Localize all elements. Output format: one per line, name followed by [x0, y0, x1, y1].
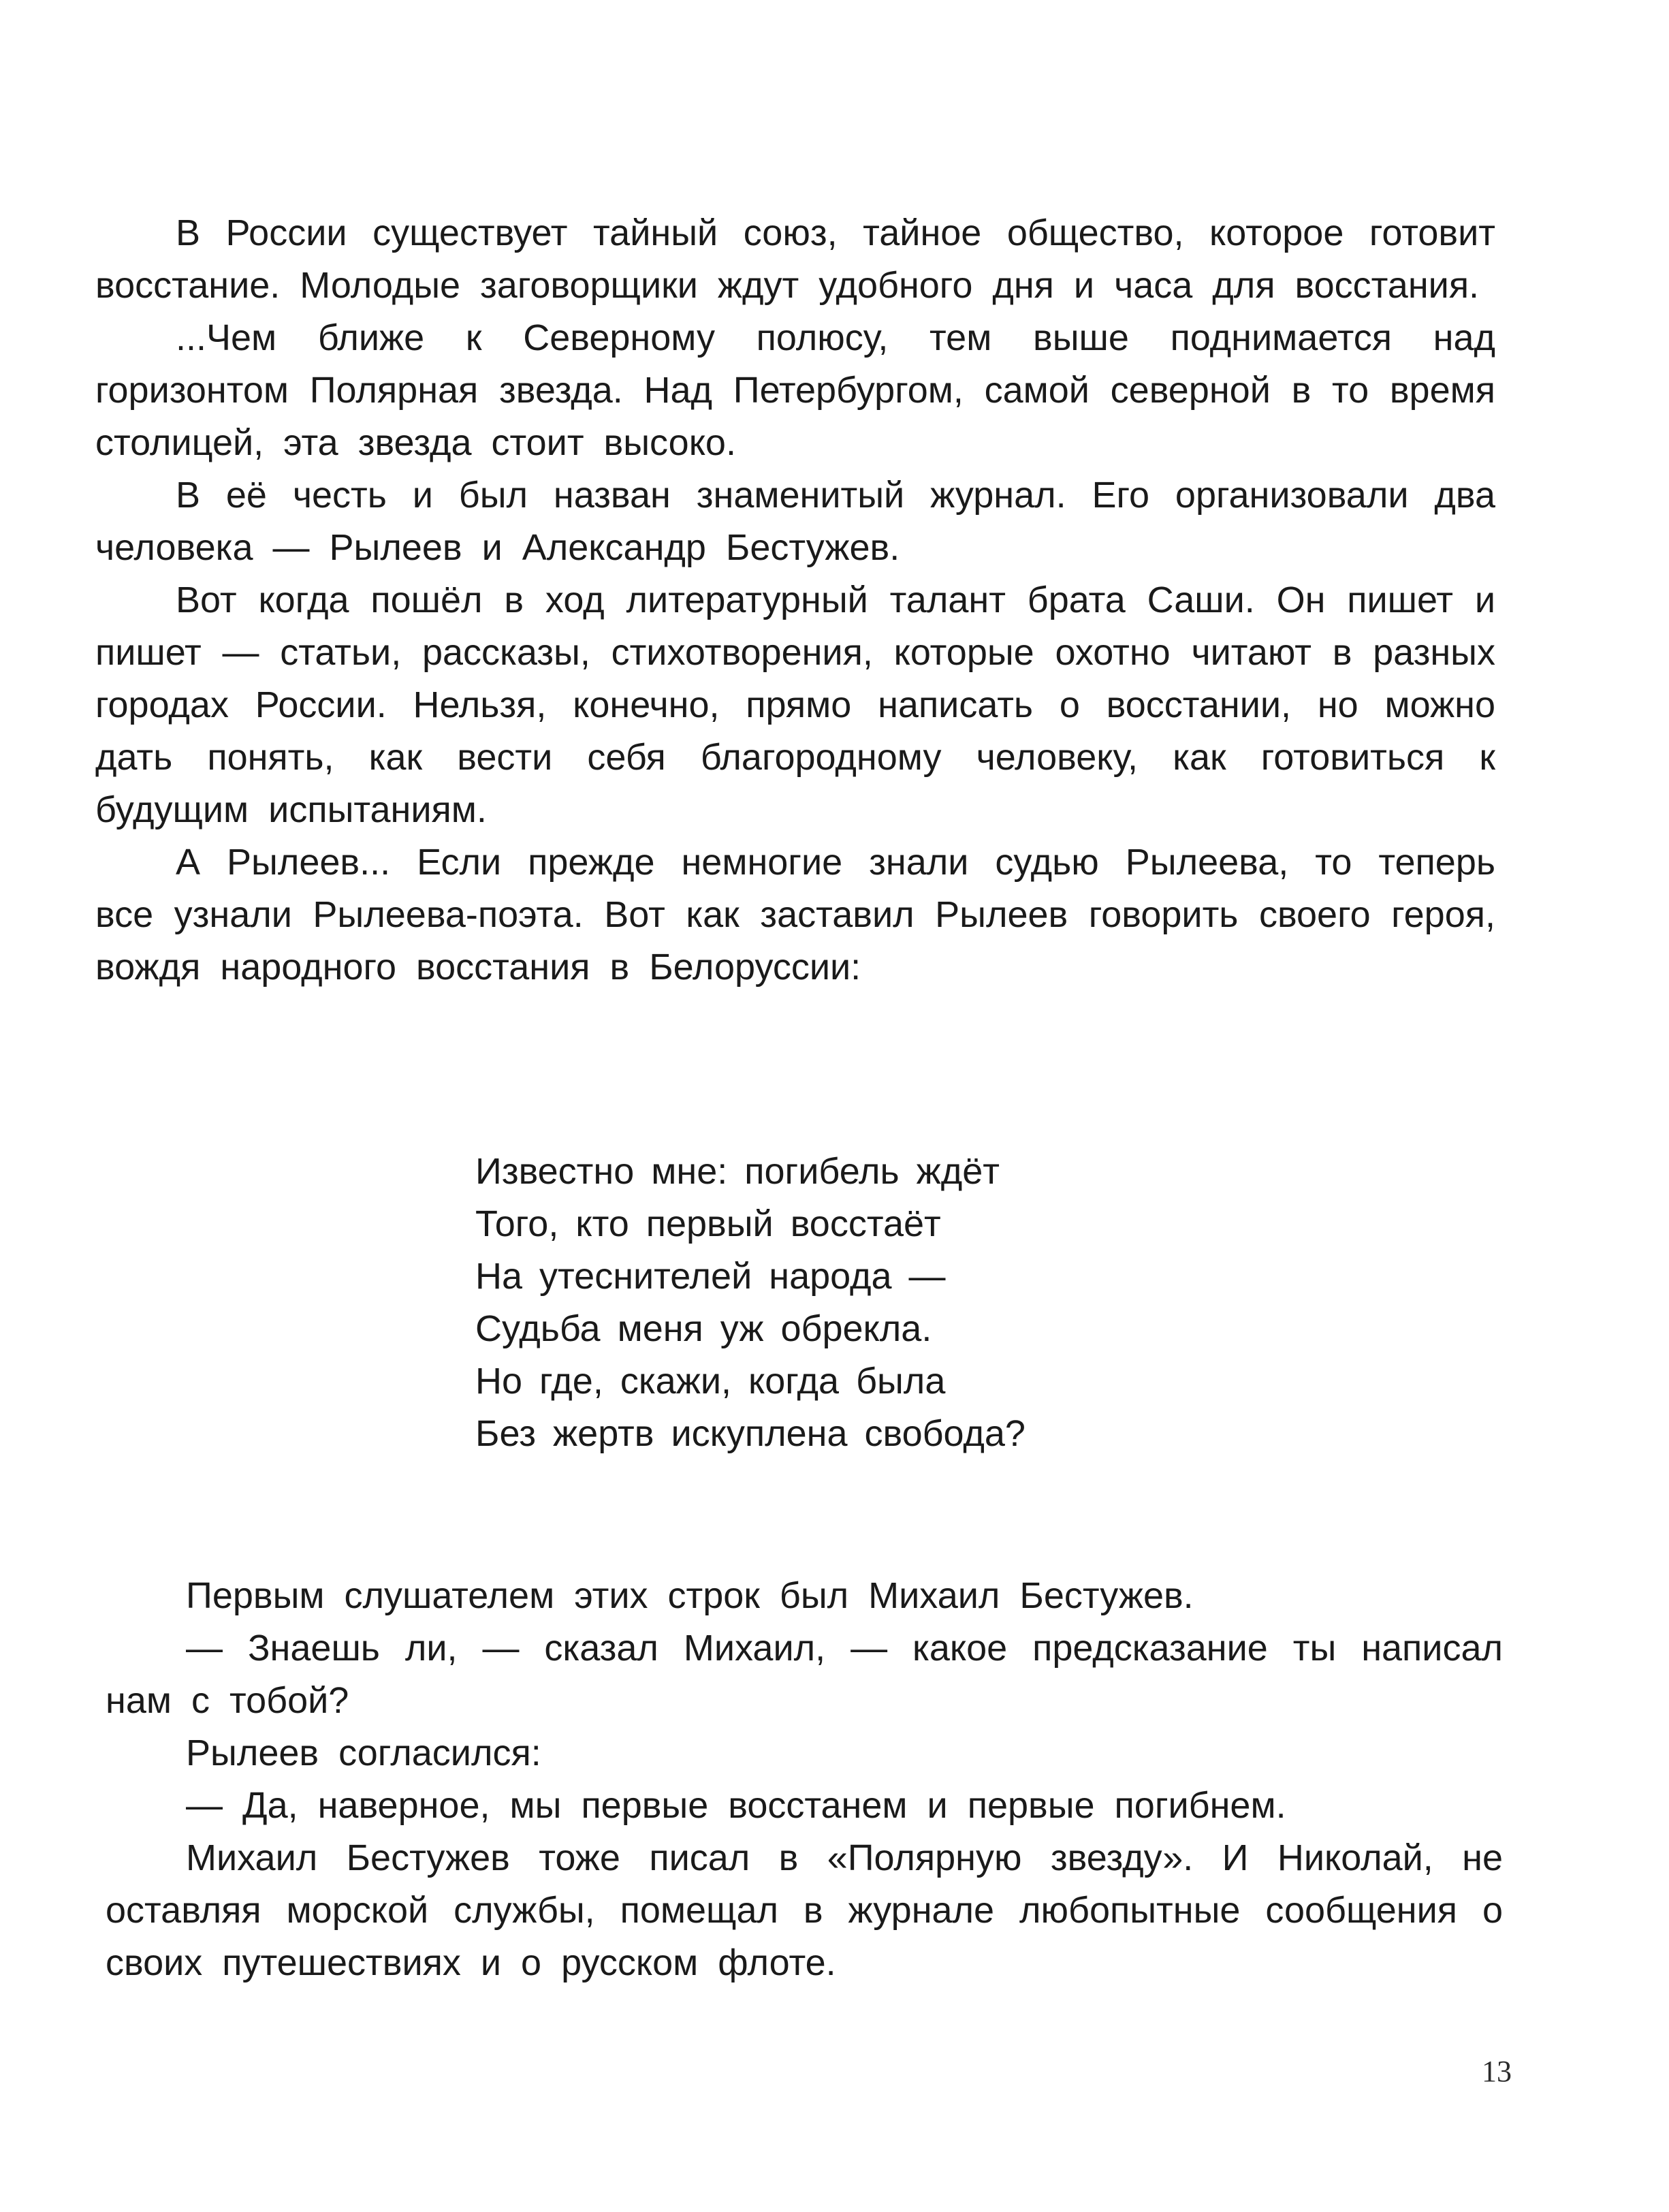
- paragraph: — Да, наверное, мы первые восстанем и первые погибнем.: [186, 1785, 1286, 1826]
- text-block-top: [95, 207, 1495, 994]
- poem-line: Того, кто первый восстаёт: [475, 1203, 941, 1244]
- poem-line: Судьба меня уж обрекла.: [475, 1308, 932, 1349]
- poem-line: Но где, скажи, когда была: [475, 1361, 946, 1402]
- text-block-bottom: [106, 1570, 1503, 1989]
- paragraph: В её честь и был назван знаменитый журнал. Его организовали два человека — Рылеев и Александр Бестужев.: [95, 475, 1495, 568]
- poem-line: На утеснителей народа —: [475, 1256, 946, 1297]
- paragraph: Первым слушателем этих строк был Михаил Бестужев.: [186, 1575, 1194, 1616]
- paragraph: ...Чем ближе к Северному полюсу, тем выше поднимается над горизонтом Полярная звезда. Над Петербургом, самой северной в то время столицей, эта звезда стоит высоко.: [95, 317, 1495, 463]
- paragraph: Вот когда пошёл в ход литературный талант брата Саши. Он пишет и пишет — статьи, рассказы, стихотворения, которые охотно читают в разных городах России. Нельзя, конечно, прямо написать о восстании, но можно дать понять, как вести себя благородному человеку, как готовиться к будущим испытаниям.: [95, 580, 1495, 830]
- poem-line: Известно мне: погибель ждёт: [475, 1151, 1000, 1192]
- paragraph: Михаил Бестужев тоже писал в «Полярную звезду». И Николай, не оставляя морской службы, помещал в журнале любопытные сообщения о своих путешествиях и о русском флоте.: [106, 1837, 1503, 1983]
- poem-line: Без жертв искуплена свобода?: [475, 1413, 1026, 1454]
- paragraph: А Рылеев... Если прежде немногие знали судью Рылеева, то теперь все узнали Рылеева-поэта. Вот как заставил Рылеев говорить своего героя, вождя народного восстания в Белоруссии:: [95, 842, 1495, 988]
- paragraph: В России существует тайный союз, тайное общество, которое готовит восстание. Молодые заговорщики ждут удобного дня и часа для восстания.: [95, 212, 1495, 306]
- poem-quote: [475, 1146, 1361, 1460]
- paragraph: Рылеев согласился:: [186, 1733, 541, 1773]
- page-number: 13: [1482, 2055, 1512, 2088]
- paragraph: — Знаешь ли, — сказал Михаил, — какое предсказание ты написал нам с тобой?: [106, 1628, 1503, 1721]
